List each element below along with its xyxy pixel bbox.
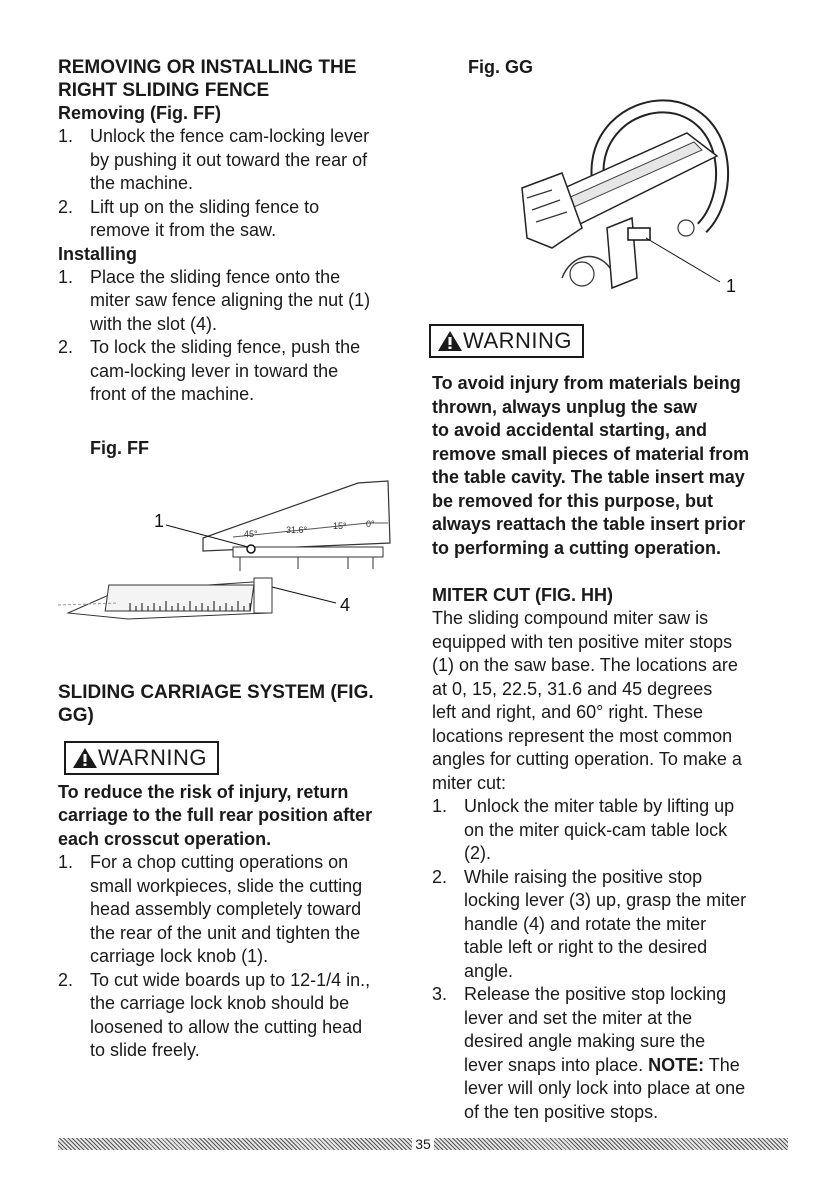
step-line: For a chop cutting operations on [90,852,349,872]
callout-1: 1 [154,510,165,531]
footer-stripe-left [58,1138,412,1150]
fig-ff-label: Fig. FF [90,437,149,458]
removing-steps [58,125,410,243]
step-number: 2. [432,866,448,887]
list-item [58,851,410,969]
step-line: carriage lock knob (1). [90,946,269,966]
warning-label: WARNING [98,744,208,770]
miter-steps [432,795,792,1124]
step-line: to slide freely. [90,1040,200,1060]
step-line: the carriage lock knob should be [90,993,350,1013]
step-line: handle (4) and rotate the miter [464,913,707,934]
paragraph-line: The sliding compound miter saw is [432,608,709,628]
pivot-knob [678,220,694,236]
step-line: lever and set the miter at the [464,1007,693,1028]
step-line: angle. [464,960,514,981]
step-line: small workpieces, slide the cutting [90,875,363,896]
warning-label: WARNING [463,328,573,353]
fence-scale-mark: 45° [244,528,258,539]
step-line: Unlock the fence cam-locking lever [90,126,370,146]
list-item [58,336,410,407]
left-column [58,56,410,1063]
warning-box [429,324,584,358]
list-item [58,969,410,1063]
step-line [464,1054,792,1078]
step-line: on the miter quick-cam table lock [464,819,728,840]
warning-line: the table cavity. The table insert may [432,467,745,487]
rail-label-band [557,142,702,211]
footer-stripe-right [434,1138,788,1150]
list-item [432,795,792,866]
nut-icon [247,545,255,553]
installing-steps [58,266,410,407]
step-line: Lift up on the sliding fence to [90,196,320,217]
note-label: NOTE: [648,1054,705,1075]
fig-gg-label: Fig. GG [468,57,533,77]
warning-line: remove small pieces of material from [432,443,750,464]
removing-title: Removing (Fig. FF) [58,103,221,123]
installing-title: Installing [58,243,138,264]
list-item [58,196,410,243]
paragraph-line: miter cut: [432,772,507,793]
fence-scale-mark: 31.6° [286,524,308,535]
list-item [432,866,792,984]
page-footer [58,1136,788,1152]
fence-scale-mark: 0° [366,518,375,529]
warning-line: always reattach the table insert prior [432,514,746,534]
miter-intro-paragraph [432,607,792,795]
warning-line: carriage to the full rear position after [58,805,373,825]
miter-cut-heading: MITER CUT (FIG. HH) [432,585,613,605]
leader-line [272,587,336,603]
list-item [58,125,410,196]
step-number: 1. [58,126,74,146]
step-line: While raising the positive stop [464,866,703,887]
heading-line: GG) [58,704,94,726]
paragraph-line: left and right, and 60° right. These [432,702,704,722]
step-line: remove it from the saw. [90,220,277,240]
carriage-warning-text [58,781,410,852]
warning-line: thrown, always unplug the saw [432,396,698,417]
step-line: Unlock the miter table by lifting up [464,796,735,816]
sliding-fence-shape [203,481,390,551]
paragraph-line: at 0, 15, 22.5, 31.6 and 45 degrees [432,678,713,699]
step-line: by pushing it out toward the rear of [90,149,368,170]
heading-line: REMOVING OR INSTALLING THE [58,57,357,78]
step-number: 3. [432,984,448,1004]
table-insert-warning-text [432,372,792,560]
leader-line [646,238,720,282]
list-item [58,266,410,337]
fig-ff-illustration [58,463,410,643]
step-number: 2. [58,969,74,990]
step-text: lever snaps into place. [464,1054,649,1075]
step-line: the rear of the unit and tighten the [90,922,361,943]
warning-line: be removed for this purpose, but [432,490,714,511]
step-line: desired angle making sure the [464,1031,706,1051]
step-line: lever will only lock into place at one [464,1078,746,1098]
warning-line: each crosscut operation. [58,828,272,849]
list-item [432,983,792,1124]
step-line: head assembly completely toward [90,899,362,919]
warning-box [64,741,219,775]
warning-triangle-icon [72,747,98,769]
fence-scale-mark: 15° [333,520,347,531]
step-number: 1. [58,266,74,287]
step-number: 2. [58,337,74,357]
carriage-section-heading [58,681,410,727]
right-column [432,56,792,1124]
paragraph-line: angles for cutting operation. To make a [432,749,742,769]
carriage-steps [58,851,410,1063]
step-line: cam-locking lever in toward the [90,360,339,381]
step-line: To cut wide boards up to 12-1/4 in., [90,969,371,990]
heading-line: RIGHT SLIDING FENCE [58,80,270,101]
step-line: table left or right to the desired [464,937,708,957]
step-line: the machine. [90,173,194,193]
paragraph-line: (1) on the saw base. The locations are [432,655,738,675]
step-number: 1. [58,852,74,872]
fence-section-heading [58,56,410,102]
paragraph-line: locations represent the most common [432,725,733,746]
blade-hub [570,262,594,286]
step-line: with the slot (4). [90,313,218,334]
step-line: front of the machine. [90,384,255,404]
step-text: The [704,1054,740,1075]
callout-4: 4 [340,594,351,615]
warning-line: to performing a cutting operation. [432,537,721,558]
heading-line: SLIDING CARRIAGE SYSTEM (FIG. [58,681,374,703]
step-line: Place the sliding fence onto the [90,266,341,287]
step-number: 2. [58,196,74,217]
warning-line: To reduce the risk of injury, return [58,781,349,802]
step-line: loosened to allow the cutting head [90,1016,363,1037]
step-line: Release the positive stop locking [464,984,727,1004]
paragraph-line: equipped with ten positive miter stops [432,631,733,652]
step-line: miter saw fence aligning the nut (1) [90,290,371,310]
warning-line: to avoid accidental starting, and [432,420,708,440]
step-line: of the ten positive stops. [464,1101,659,1122]
step-number: 1. [432,796,448,816]
step-line: (2). [464,843,491,863]
callout-1: 1 [726,276,737,294]
warning-triangle-icon [437,330,463,352]
fig-gg-illustration [432,78,792,294]
fence-clamp [254,578,272,613]
page-number: 35 [415,1136,431,1152]
step-line: locking lever (3) up, grasp the miter [464,890,747,910]
step-line: To lock the sliding fence, push the [90,337,361,357]
warning-line: To avoid injury from materials being [432,373,741,393]
